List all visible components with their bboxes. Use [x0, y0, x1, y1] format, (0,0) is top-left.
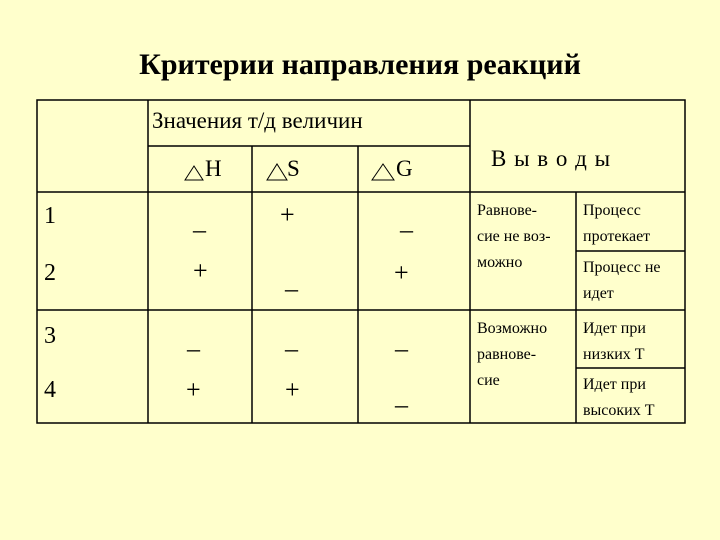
thermo-values-header: Значения т/д величин	[152, 108, 363, 133]
process-text-3: Идет при низких Т	[583, 320, 646, 363]
sign-s: +	[280, 200, 295, 229]
process-text-1: Процесс протекает	[583, 202, 651, 245]
sign-g: –	[395, 390, 408, 419]
conclusions-header: В ы в о д ы	[491, 146, 612, 171]
sign-s: –	[285, 274, 298, 303]
equilibrium-text-1: Равнове- сие не воз- можно	[477, 202, 551, 271]
sign-s: +	[285, 375, 300, 404]
sign-g: –	[395, 334, 408, 363]
sign-h: +	[186, 375, 201, 404]
row-number: 3	[44, 323, 56, 349]
column-g: G	[396, 156, 413, 181]
slide-title: Критерии направления реакций	[139, 48, 581, 81]
delta-icon	[266, 163, 288, 181]
sign-h: –	[193, 215, 206, 244]
sign-h: –	[187, 334, 200, 363]
process-text-2: Процесс не идет	[583, 259, 661, 302]
delta-icon	[184, 165, 204, 181]
sign-h: +	[193, 256, 208, 285]
equilibrium-text-2: Возможно равнове- сие	[477, 320, 548, 389]
column-s: S	[287, 156, 300, 181]
row-number: 2	[44, 260, 56, 286]
process-text-4: Идет при высоких Т	[583, 376, 655, 419]
row-number: 1	[44, 203, 56, 229]
row-number: 4	[44, 377, 56, 403]
delta-icon	[371, 163, 395, 181]
sign-g: +	[394, 258, 409, 287]
sign-g: –	[400, 215, 413, 244]
sign-s: –	[285, 334, 298, 363]
column-h: H	[205, 156, 222, 181]
